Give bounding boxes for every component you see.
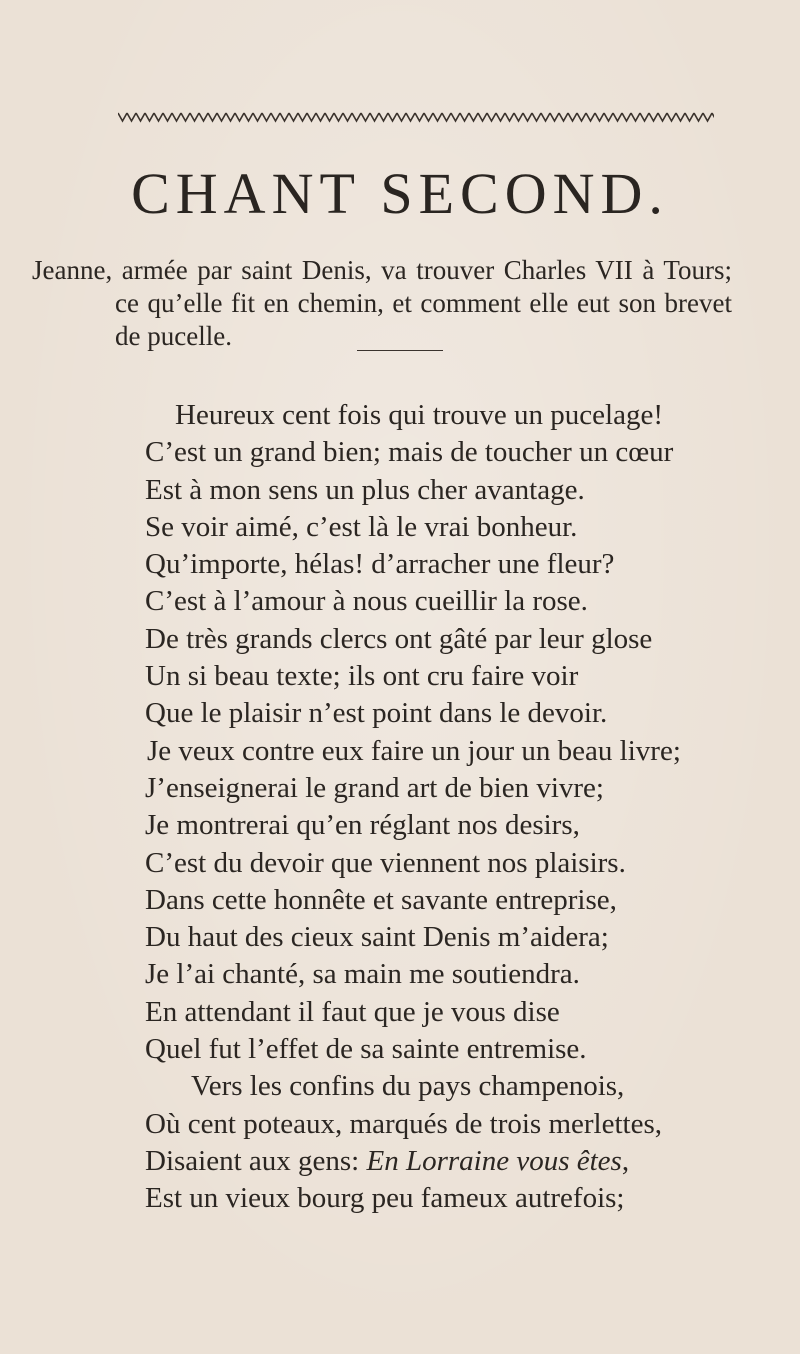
poem-line: [145, 882, 785, 919]
poem-line: [145, 509, 785, 546]
poem-line: [145, 994, 785, 1031]
poem-line-text: Où cent poteaux, marqués de trois merlettes,: [145, 1107, 663, 1140]
poem-line: [145, 434, 785, 471]
poem-line-text: Qu’importe, hélas! d’arracher une fleur?: [145, 548, 615, 581]
poem-line-text: Je montrerai qu’en réglant nos desirs,: [145, 809, 580, 842]
poem-line: [145, 397, 785, 434]
poem-line: [145, 733, 785, 770]
poem-line: [145, 583, 785, 620]
poem-line: [145, 1180, 785, 1217]
poem-line: [145, 1068, 785, 1105]
poem-line-text: Heureux cent fois qui trouve un pucelage!: [175, 399, 663, 431]
poem-line: [145, 956, 785, 993]
poem-line-text: Est un vieux bourg peu fameux autrefois;: [145, 1182, 625, 1215]
poem-line: [145, 472, 785, 509]
poem-line-text: Vers les confins du pays champenois,: [191, 1070, 625, 1103]
poem-line-text: Quel fut l’effet de sa sainte entremise.: [145, 1033, 587, 1066]
separator-rule: [357, 350, 443, 351]
poem-line-text: Je veux contre eux faire un jour un beau livre;: [147, 734, 681, 767]
header-ornament: [118, 110, 714, 124]
poem-line: [145, 919, 785, 956]
chapter-argument: Jeanne, armée par saint Denis, va trouver Charles VII à Tours; ce qu’elle fit en chemin, et comment elle eut son brevet de pucelle.: [32, 255, 732, 351]
poem-line: [145, 621, 785, 658]
poem-line: [145, 1143, 785, 1180]
poem-line-text: C’est du devoir que viennent nos plaisirs.: [145, 846, 626, 879]
chapter-title: CHANT SECOND.: [131, 161, 669, 226]
poem-line-text: En attendant il faut que je vous dise: [145, 995, 560, 1028]
poem-line: [145, 658, 785, 695]
poem-verses: [145, 397, 785, 1218]
poem-line-tail: ,: [621, 1144, 630, 1177]
poem-line-text: Que le plaisir n’est point dans le devoir.: [145, 697, 608, 730]
poem-line-text: Se voir aimé, c’est là le vrai bonheur.: [145, 510, 578, 543]
poem-line-text: Est à mon sens un plus cher avantage.: [145, 473, 585, 506]
poem-line: [145, 807, 785, 844]
poem-line-text: Un si beau texte; ils ont cru faire voir: [145, 660, 579, 693]
poem-line-text: C’est à l’amour à nous cueillir la rose.: [145, 585, 588, 618]
poem-line: [145, 1106, 785, 1143]
poem-line-text: C’est un grand bien; mais de toucher un cœur: [145, 436, 674, 469]
poem-line: [145, 845, 785, 882]
poem-line: [145, 546, 785, 583]
ornament-band-icon: [118, 110, 714, 124]
poem-line-italic: En Lorraine vous êtes: [366, 1144, 622, 1177]
poem-line-text: Disaient aux gens:: [145, 1144, 367, 1177]
poem-line-text: Je l’ai chanté, sa main me soutiendra.: [145, 958, 580, 991]
poem-line-text: J’enseignerai le grand art de bien vivre;: [145, 771, 604, 804]
poem-line: [145, 695, 785, 732]
poem-line-text: De très grands clercs ont gâté par leur glose: [145, 622, 653, 655]
poem-line: [145, 770, 785, 807]
poem-line-text: Dans cette honnête et savante entreprise,: [145, 883, 617, 916]
poem-line: [145, 1031, 785, 1068]
poem-line-text: Du haut des cieux saint Denis m’aidera;: [145, 921, 609, 954]
